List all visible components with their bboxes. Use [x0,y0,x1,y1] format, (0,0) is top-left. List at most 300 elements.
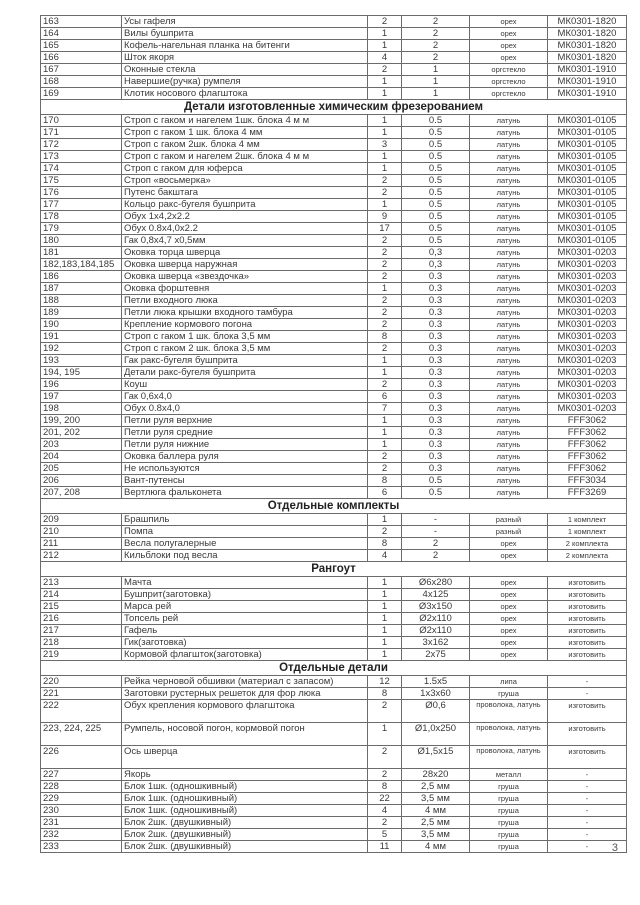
part-name-cell: Гик(заготовка) [122,637,368,649]
reference-cell: МК0301-1820 [548,28,627,40]
table-row [41,187,627,199]
quantity-cell: 2 [368,526,402,538]
table-row [41,676,627,688]
reference-cell: - [548,793,627,805]
quantity-cell: 1 [368,601,402,613]
material-cell: латунь [470,211,548,223]
size-cell: 0.5 [402,235,470,247]
material-cell: латунь [470,283,548,295]
table-row [41,199,627,211]
part-name-cell: Клотик носового флагштока [122,88,368,100]
part-number-cell: 198 [41,403,122,415]
part-number-cell: 171 [41,127,122,139]
reference-cell: изготовить [548,601,627,613]
size-cell: 0.5 [402,115,470,127]
quantity-cell: 2 [368,259,402,271]
quantity-cell: 2 [368,769,402,781]
part-name-cell: Кормовой флагшток(заготовка) [122,649,368,661]
quantity-cell: 1 [368,283,402,295]
material-cell: липа [470,676,548,688]
reference-cell: МК0301-0203 [548,271,627,283]
reference-cell: изготовить [548,723,627,746]
quantity-cell: 8 [368,688,402,700]
part-name-cell: Ось шверца [122,746,368,769]
material-cell: латунь [470,187,548,199]
part-name-cell: Обух 1х4,2х2.2 [122,211,368,223]
part-number-cell: 166 [41,52,122,64]
material-cell: латунь [470,271,548,283]
quantity-cell: 1 [368,163,402,175]
table-row [41,805,627,817]
part-number-cell: 181 [41,247,122,259]
quantity-cell: 1 [368,514,402,526]
part-number-cell: 207, 208 [41,487,122,499]
part-number-cell: 176 [41,187,122,199]
reference-cell: МК0301-0203 [548,367,627,379]
table-row [41,613,627,625]
table-row [41,175,627,187]
part-number-cell: 174 [41,163,122,175]
size-cell: Ø3х150 [402,601,470,613]
quantity-cell: 2 [368,247,402,259]
part-number-cell: 233 [41,841,122,853]
size-cell: 0.5 [402,139,470,151]
size-cell: 1.5х5 [402,676,470,688]
size-cell: 0.3 [402,367,470,379]
quantity-cell: 2 [368,307,402,319]
reference-cell: МК0301-0203 [548,355,627,367]
quantity-cell: 8 [368,781,402,793]
reference-cell: FFF3269 [548,487,627,499]
part-number-cell: 163 [41,16,122,28]
table-row [41,139,627,151]
reference-cell: МК0301-0105 [548,235,627,247]
part-name-cell: Строп с гаком 2шк. блока 4 мм [122,139,368,151]
size-cell: 2 [402,16,470,28]
part-name-cell: Брашпиль [122,514,368,526]
part-number-cell: 182,183,184,185 [41,259,122,271]
quantity-cell: 3 [368,139,402,151]
size-cell: 2 [402,52,470,64]
part-name-cell: Путенс бакштага [122,187,368,199]
reference-cell: изготовить [548,637,627,649]
size-cell: 0,3 [402,259,470,271]
size-cell: 0.3 [402,427,470,439]
material-cell: оргстекло [470,64,548,76]
table-row [41,283,627,295]
reference-cell: изготовить [548,589,627,601]
material-cell: орех [470,625,548,637]
part-number-cell: 209 [41,514,122,526]
part-number-cell: 216 [41,613,122,625]
quantity-cell: 2 [368,817,402,829]
reference-cell: 2 комплекта [548,538,627,550]
part-name-cell: Блок 2шк. (двушкивный) [122,817,368,829]
part-number-cell: 177 [41,199,122,211]
size-cell: 2 [402,28,470,40]
part-name-cell: Блок 1шк. (одношкивный) [122,793,368,805]
part-number-cell: 164 [41,28,122,40]
part-number-cell: 223, 224, 225 [41,723,122,746]
part-name-cell: Петли входного люка [122,295,368,307]
material-cell: груша [470,781,548,793]
reference-cell: МК0301-0203 [548,379,627,391]
reference-cell: МК0301-1820 [548,40,627,52]
reference-cell: изготовить [548,577,627,589]
reference-cell: - [548,817,627,829]
part-name-cell: Оковка торца шверца [122,247,368,259]
part-number-cell: 169 [41,88,122,100]
quantity-cell: 2 [368,451,402,463]
reference-cell: FFF3062 [548,427,627,439]
part-number-cell: 175 [41,175,122,187]
part-number-cell: 193 [41,355,122,367]
part-number-cell: 167 [41,64,122,76]
size-cell: 0.3 [402,283,470,295]
part-name-cell: Весла полугалерные [122,538,368,550]
quantity-cell: 1 [368,127,402,139]
size-cell: 1х3х60 [402,688,470,700]
part-number-cell: 186 [41,271,122,283]
table-row [41,463,627,475]
part-name-cell: Оконные стекла [122,64,368,76]
reference-cell: МК0301-0105 [548,163,627,175]
material-cell: латунь [470,247,548,259]
material-cell: орех [470,637,548,649]
material-cell: проволока, латунь [470,700,548,723]
material-cell: латунь [470,223,548,235]
reference-cell: МК0301-0105 [548,139,627,151]
size-cell: 0.3 [402,463,470,475]
part-name-cell: Помпа [122,526,368,538]
material-cell: латунь [470,151,548,163]
size-cell: - [402,526,470,538]
section-title: Отдельные детали [41,661,627,676]
reference-cell: МК0301-0105 [548,211,627,223]
material-cell: оргстекло [470,76,548,88]
size-cell: 4 мм [402,841,470,853]
quantity-cell: 2 [368,343,402,355]
reference-cell: FFF3062 [548,451,627,463]
reference-cell: МК0301-1820 [548,16,627,28]
quantity-cell: 1 [368,415,402,427]
table-row [41,211,627,223]
material-cell: латунь [470,427,548,439]
part-number-cell: 206 [41,475,122,487]
material-cell: разный [470,526,548,538]
size-cell: 0.3 [402,307,470,319]
part-name-cell: Кольцо ракс-бугеля бушприта [122,199,368,211]
table-row [41,379,627,391]
part-name-cell: Строп «восьмерка» [122,175,368,187]
table-row [41,514,627,526]
size-cell: Ø0,6 [402,700,470,723]
reference-cell: МК0301-0105 [548,175,627,187]
table-row [41,589,627,601]
quantity-cell: 2 [368,175,402,187]
table-row [41,601,627,613]
material-cell: латунь [470,127,548,139]
material-cell: латунь [470,115,548,127]
quantity-cell: 5 [368,829,402,841]
quantity-cell: 1 [368,88,402,100]
section-title: Детали изготовленные химическим фрезерованием [41,100,627,115]
table-row [41,829,627,841]
part-number-cell: 210 [41,526,122,538]
table-row [41,723,627,746]
table-row [41,817,627,829]
size-cell: 0,3 [402,247,470,259]
part-name-cell: Вилы бушприта [122,28,368,40]
part-name-cell: Блок 1шк. (одношкивный) [122,781,368,793]
material-cell: латунь [470,487,548,499]
section-title: Рангоут [41,562,627,577]
material-cell: орех [470,40,548,52]
part-number-cell: 219 [41,649,122,661]
quantity-cell: 4 [368,550,402,562]
material-cell: орех [470,601,548,613]
reference-cell: МК0301-0105 [548,115,627,127]
quantity-cell: 1 [368,115,402,127]
size-cell: 0.5 [402,199,470,211]
part-number-cell: 187 [41,283,122,295]
size-cell: 2,5 мм [402,781,470,793]
parts-table-body [41,16,627,853]
material-cell: латунь [470,415,548,427]
part-number-cell: 211 [41,538,122,550]
quantity-cell: 1 [368,625,402,637]
part-name-cell: Марса рей [122,601,368,613]
part-name-cell: Оковка шверца «звездочка» [122,271,368,283]
reference-cell: - [548,769,627,781]
quantity-cell: 2 [368,295,402,307]
table-row [41,247,627,259]
part-name-cell: Петли люка крышки входного тамбура [122,307,368,319]
part-number-cell: 229 [41,793,122,805]
section-title: Отдельные комплекты [41,499,627,514]
table-row [41,439,627,451]
material-cell: орех [470,589,548,601]
table-row [41,538,627,550]
table-row [41,307,627,319]
part-name-cell: Обух 0.8х4,0 [122,403,368,415]
table-row [41,625,627,637]
size-cell: 0.3 [402,343,470,355]
size-cell: 1 [402,76,470,88]
reference-cell: изготовить [548,613,627,625]
reference-cell: МК0301-0203 [548,403,627,415]
table-row [41,649,627,661]
part-name-cell: Коуш [122,379,368,391]
reference-cell: МК0301-0203 [548,391,627,403]
material-cell: латунь [470,403,548,415]
part-number-cell: 214 [41,589,122,601]
part-name-cell: Строп с гаком 2 шк. блока 3,5 мм [122,343,368,355]
section-header-row [41,100,627,115]
part-name-cell: Блок 2шк. (двушкивный) [122,829,368,841]
quantity-cell: 11 [368,841,402,853]
size-cell: 0.3 [402,403,470,415]
table-row [41,526,627,538]
reference-cell: 1 комплект [548,514,627,526]
material-cell: груша [470,841,548,853]
reference-cell: 2 комплекта [548,550,627,562]
size-cell: Ø1,0х250 [402,723,470,746]
material-cell: орех [470,52,548,64]
quantity-cell: 17 [368,223,402,235]
reference-cell: FFF3034 [548,475,627,487]
parts-list-sheet [40,15,620,853]
material-cell: латунь [470,367,548,379]
size-cell: 0.3 [402,295,470,307]
part-number-cell: 205 [41,463,122,475]
table-row [41,769,627,781]
material-cell: орех [470,16,548,28]
part-name-cell: Гак 0,6х4,0 [122,391,368,403]
size-cell: Ø6х280 [402,577,470,589]
quantity-cell: 4 [368,805,402,817]
size-cell: 3,5 мм [402,829,470,841]
table-row [41,451,627,463]
size-cell: 0.5 [402,187,470,199]
part-name-cell: Рейка черновой обшивки (материал с запасом) [122,676,368,688]
part-number-cell: 222 [41,700,122,723]
part-number-cell: 197 [41,391,122,403]
reference-cell: изготовить [548,700,627,723]
table-row [41,40,627,52]
quantity-cell: 1 [368,151,402,163]
quantity-cell: 1 [368,76,402,88]
part-number-cell: 212 [41,550,122,562]
reference-cell: МК0301-0203 [548,283,627,295]
quantity-cell: 2 [368,271,402,283]
size-cell: 3х162 [402,637,470,649]
part-number-cell: 227 [41,769,122,781]
quantity-cell: 1 [368,723,402,746]
part-name-cell: Навершие(ручка) румпеля [122,76,368,88]
reference-cell: изготовить [548,746,627,769]
table-row [41,271,627,283]
quantity-cell: 22 [368,793,402,805]
table-row [41,259,627,271]
material-cell: орех [470,28,548,40]
part-number-cell: 196 [41,379,122,391]
size-cell: 0.3 [402,415,470,427]
material-cell: латунь [470,463,548,475]
table-row [41,295,627,307]
quantity-cell: 6 [368,487,402,499]
quantity-cell: 1 [368,427,402,439]
quantity-cell: 2 [368,16,402,28]
quantity-cell: 1 [368,649,402,661]
material-cell: орех [470,649,548,661]
material-cell: латунь [470,319,548,331]
quantity-cell: 1 [368,577,402,589]
size-cell: 0.5 [402,127,470,139]
size-cell: 3,5 мм [402,793,470,805]
part-name-cell: Гак ракс-бугеля бушприта [122,355,368,367]
part-number-cell: 231 [41,817,122,829]
quantity-cell: 2 [368,379,402,391]
table-row [41,28,627,40]
size-cell: Ø1,5х15 [402,746,470,769]
quantity-cell: 12 [368,676,402,688]
material-cell: латунь [470,307,548,319]
table-row [41,223,627,235]
part-number-cell: 191 [41,331,122,343]
reference-cell: МК0301-0203 [548,307,627,319]
quantity-cell: 7 [368,403,402,415]
size-cell: 0.3 [402,319,470,331]
quantity-cell: 6 [368,391,402,403]
size-cell: Ø2х110 [402,613,470,625]
reference-cell: МК0301-0105 [548,187,627,199]
table-row [41,781,627,793]
part-name-cell: Обух крепления кормового флагштока [122,700,368,723]
part-name-cell: Шток якоря [122,52,368,64]
size-cell: 0.5 [402,163,470,175]
quantity-cell: 1 [368,28,402,40]
table-row [41,88,627,100]
part-name-cell: Топсель рей [122,613,368,625]
reference-cell: МК0301-0105 [548,151,627,163]
reference-cell: FFF3062 [548,439,627,451]
table-row [41,355,627,367]
material-cell: орех [470,550,548,562]
part-number-cell: 172 [41,139,122,151]
quantity-cell: 2 [368,235,402,247]
quantity-cell: 1 [368,589,402,601]
quantity-cell: 8 [368,475,402,487]
size-cell: 0.5 [402,487,470,499]
material-cell: оргстекло [470,88,548,100]
size-cell: 0.3 [402,331,470,343]
size-cell: 0.5 [402,475,470,487]
quantity-cell: 1 [368,439,402,451]
part-name-cell: Оковка форштевня [122,283,368,295]
size-cell: 0.5 [402,151,470,163]
quantity-cell: 2 [368,64,402,76]
size-cell: Ø2х110 [402,625,470,637]
table-row [41,367,627,379]
part-name-cell: Петли руля средние [122,427,368,439]
material-cell: латунь [470,355,548,367]
parts-table [40,15,627,853]
part-number-cell: 165 [41,40,122,52]
part-number-cell: 230 [41,805,122,817]
reference-cell: - [548,805,627,817]
material-cell: латунь [470,199,548,211]
reference-cell: - [548,781,627,793]
section-header-row [41,661,627,676]
quantity-cell: 4 [368,52,402,64]
part-name-cell: Румпель, носовой погон, кормовой погон [122,723,368,746]
part-name-cell: Строп с гаком и нагелем 1шк. блока 4 м м [122,115,368,127]
part-number-cell: 194, 195 [41,367,122,379]
table-row [41,127,627,139]
part-number-cell: 203 [41,439,122,451]
part-name-cell: Гак 0,8х4,7 х0,5мм [122,235,368,247]
part-number-cell: 199, 200 [41,415,122,427]
size-cell: - [402,514,470,526]
material-cell: латунь [470,331,548,343]
material-cell: орех [470,538,548,550]
material-cell: латунь [470,139,548,151]
size-cell: 4 мм [402,805,470,817]
size-cell: 2,5 мм [402,817,470,829]
reference-cell: МК0301-0105 [548,199,627,211]
size-cell: 0.3 [402,379,470,391]
